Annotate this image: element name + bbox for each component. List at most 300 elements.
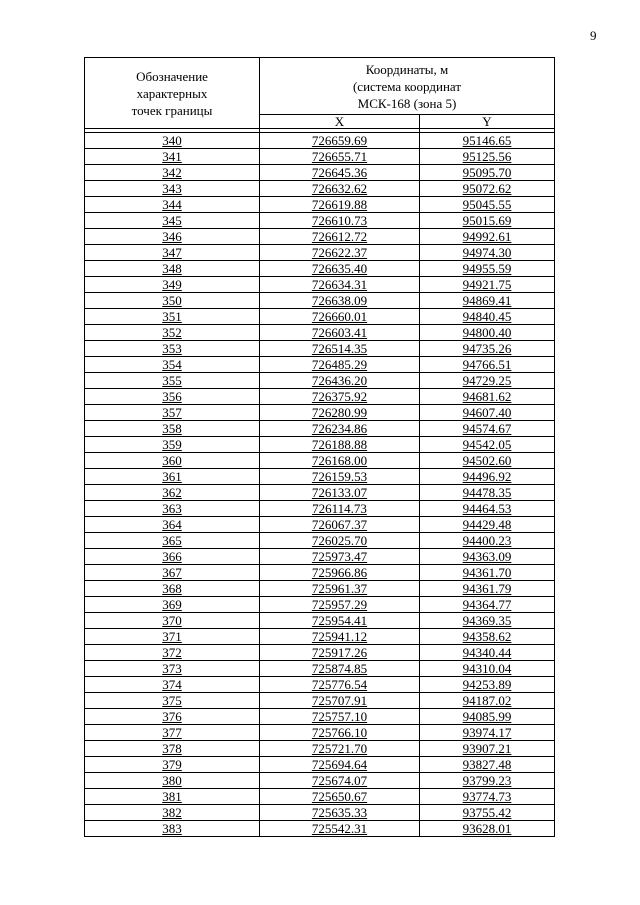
point-number-cell-value: 360: [162, 452, 182, 468]
point-number-cell-value: 373: [162, 660, 182, 676]
y-coordinate-cell-value: 95125.56: [462, 148, 512, 164]
point-number-cell: [85, 437, 260, 453]
point-number-cell: [85, 549, 260, 565]
x-coordinate-cell-value: 726436.20: [311, 372, 368, 388]
point-number-cell-value: 365: [162, 532, 182, 548]
x-coordinate-cell-value: 725542.31: [311, 820, 368, 836]
point-number-cell: [85, 405, 260, 421]
y-coordinate-cell-value: 94955.59: [462, 260, 512, 276]
x-coordinate-cell: [260, 581, 420, 597]
x-coordinate-cell-value: 726234.86: [311, 420, 368, 436]
y-coordinate-cell-value: 93907.21: [462, 740, 512, 756]
x-coordinate-cell: [260, 165, 420, 181]
point-number-cell: [85, 757, 260, 773]
y-coordinate-cell: [420, 693, 555, 709]
point-number-cell-value: 344: [162, 196, 182, 212]
table-row: [85, 165, 555, 181]
y-coordinate-cell-value: 94363.09: [462, 548, 512, 564]
point-number-cell: [85, 149, 260, 165]
y-coordinate-cell-value: 94464.53: [462, 500, 512, 516]
y-coordinate-cell: [420, 405, 555, 421]
y-coordinate-cell-value: 94574.67: [462, 420, 512, 436]
y-coordinate-cell: [420, 789, 555, 805]
x-coordinate-cell: [260, 421, 420, 437]
x-coordinate-cell-value: 725973.47: [311, 548, 368, 564]
y-coordinate-cell: [420, 133, 555, 149]
table-row: [85, 613, 555, 629]
y-coordinate-cell-value: 94681.62: [462, 388, 512, 404]
table-row: [85, 821, 555, 837]
x-coordinate-cell-value: 726619.88: [311, 196, 368, 212]
table-row: [85, 437, 555, 453]
x-coordinate-cell-value: 725674.07: [311, 772, 368, 788]
y-coordinate-cell: [420, 821, 555, 837]
table-row: [85, 693, 555, 709]
x-coordinate-cell: [260, 597, 420, 613]
y-coordinate-cell: [420, 533, 555, 549]
point-number-cell-value: 366: [162, 548, 182, 564]
x-coordinate-cell-value: 726655.71: [311, 148, 368, 164]
point-number-cell: [85, 469, 260, 485]
y-coordinate-cell-value: 93628.01: [462, 820, 512, 836]
point-number-cell: [85, 277, 260, 293]
y-coordinate-cell-value: 94992.61: [462, 228, 512, 244]
y-coordinate-cell-value: 94429.48: [462, 516, 512, 532]
point-number-cell-value: 347: [162, 244, 182, 260]
point-number-cell: [85, 741, 260, 757]
point-number-cell-value: 362: [162, 484, 182, 500]
point-number-cell-value: 349: [162, 276, 182, 292]
point-number-cell: [85, 517, 260, 533]
point-number-cell: [85, 629, 260, 645]
y-coordinate-cell: [420, 597, 555, 613]
y-coordinate-cell-value: 94502.60: [462, 452, 512, 468]
point-number-cell-value: 378: [162, 740, 182, 756]
x-coordinate-cell-value: 726514.35: [311, 340, 368, 356]
x-coordinate-cell: [260, 805, 420, 821]
y-coordinate-cell-value: 93974.17: [462, 724, 512, 740]
x-coordinate-cell-value: 726280.99: [311, 404, 368, 420]
y-coordinate-cell: [420, 165, 555, 181]
table-row: [85, 533, 555, 549]
point-header-line: характерных: [136, 85, 208, 101]
x-coordinate-cell-value: 725966.86: [311, 564, 368, 580]
y-coordinate-cell: [420, 149, 555, 165]
point-number-cell: [85, 501, 260, 517]
y-coordinate-cell: [420, 613, 555, 629]
coordinates-header: [260, 58, 555, 115]
point-header-line: Обозначение: [136, 68, 208, 84]
x-coordinate-cell: [260, 213, 420, 229]
table-row: [85, 389, 555, 405]
y-coordinate-cell-value: 95095.70: [462, 164, 512, 180]
table-row: [85, 453, 555, 469]
x-coordinate-cell: [260, 373, 420, 389]
x-coordinate-cell-value: 726067.37: [311, 516, 368, 532]
table-row: [85, 741, 555, 757]
table-row: [85, 341, 555, 357]
x-coordinate-cell-value: 725776.54: [311, 676, 368, 692]
point-number-cell-value: 383: [162, 820, 182, 836]
y-coordinate-cell-value: 94800.40: [462, 324, 512, 340]
y-coordinate-cell-value: 94766.51: [462, 356, 512, 372]
x-coordinate-cell: [260, 613, 420, 629]
point-number-cell-value: 357: [162, 404, 182, 420]
table-row: [85, 213, 555, 229]
x-coordinate-cell: [260, 709, 420, 725]
y-coordinate-cell-value: 94921.75: [462, 276, 512, 292]
y-coordinate-cell-value: 94400.23: [462, 532, 512, 548]
table-row: [85, 581, 555, 597]
point-number-cell-value: 343: [162, 180, 182, 196]
point-number-cell-value: 367: [162, 564, 182, 580]
x-coordinate-cell-value: 725707.91: [311, 692, 368, 708]
table-row: [85, 597, 555, 613]
y-coordinate-cell-value: 93774.73: [462, 788, 512, 804]
x-coordinate-cell-value: 726610.73: [311, 212, 368, 228]
x-coordinate-cell: [260, 453, 420, 469]
point-number-cell: [85, 821, 260, 837]
coords-header-line: Координаты, м: [365, 61, 449, 77]
y-coordinate-cell-value: 94974.30: [462, 244, 512, 260]
x-coordinate-cell: [260, 245, 420, 261]
y-coordinate-cell-value: 95015.69: [462, 212, 512, 228]
y-coordinate-cell: [420, 581, 555, 597]
point-number-cell-value: 348: [162, 260, 182, 276]
point-number-cell: [85, 357, 260, 373]
y-coordinate-cell: [420, 261, 555, 277]
y-coordinate-cell-value: 94869.41: [462, 292, 512, 308]
table-row: [85, 501, 555, 517]
x-coordinate-cell: [260, 821, 420, 837]
y-coordinate-cell: [420, 357, 555, 373]
x-coordinate-cell-value: 726632.62: [311, 180, 368, 196]
x-coordinate-cell: [260, 757, 420, 773]
point-number-cell-value: 346: [162, 228, 182, 244]
y-coordinate-cell: [420, 389, 555, 405]
y-coordinate-cell: [420, 373, 555, 389]
x-coordinate-cell-value: 726168.00: [311, 452, 368, 468]
y-coordinate-cell: [420, 277, 555, 293]
point-number-cell: [85, 709, 260, 725]
table-row: [85, 277, 555, 293]
y-coordinate-cell-value: 94085.99: [462, 708, 512, 724]
table-row: [85, 229, 555, 245]
x-coordinate-cell: [260, 549, 420, 565]
point-number-cell-value: 382: [162, 804, 182, 820]
point-number-cell-value: 374: [162, 676, 182, 692]
table-row: [85, 805, 555, 821]
y-coordinate-cell: [420, 725, 555, 741]
point-number-cell-value: 368: [162, 580, 182, 596]
x-coordinate-cell: [260, 517, 420, 533]
x-coordinate-cell-value: 726612.72: [311, 228, 368, 244]
point-number-cell-value: 370: [162, 612, 182, 628]
point-number-cell-value: 354: [162, 356, 182, 372]
x-coordinate-cell-value: 725917.26: [311, 644, 368, 660]
table-row: [85, 645, 555, 661]
point-number-cell-value: 371: [162, 628, 182, 644]
y-coordinate-cell-value: 95072.62: [462, 180, 512, 196]
table-row: [85, 773, 555, 789]
y-coordinate-cell: [420, 197, 555, 213]
x-coordinate-cell: [260, 357, 420, 373]
x-coordinate-cell: [260, 533, 420, 549]
point-number-cell: [85, 581, 260, 597]
y-coordinate-cell-value: 95146.65: [462, 132, 512, 148]
x-coordinate-cell: [260, 405, 420, 421]
x-coordinate-cell-value: 725757.10: [311, 708, 368, 724]
point-number-cell: [85, 485, 260, 501]
y-coordinate-cell-value: 94358.62: [462, 628, 512, 644]
y-coordinate-cell-value: 94361.79: [462, 580, 512, 596]
point-number-cell-value: 350: [162, 292, 182, 308]
y-coordinate-cell: [420, 469, 555, 485]
point-number-cell-value: 340: [162, 132, 182, 148]
y-coordinate-cell: [420, 549, 555, 565]
x-coordinate-cell-value: 726659.69: [311, 132, 368, 148]
x-coordinate-cell-value: 726114.73: [312, 500, 367, 516]
x-coordinate-cell: [260, 149, 420, 165]
x-coordinate-cell-value: 725957.29: [311, 596, 368, 612]
point-number-cell-value: 358: [162, 420, 182, 436]
x-coordinate-cell: [260, 661, 420, 677]
y-coordinate-cell: [420, 485, 555, 501]
point-number-cell-value: 355: [162, 372, 182, 388]
y-coordinate-cell-value: 94735.26: [462, 340, 512, 356]
table-row: [85, 661, 555, 677]
y-coordinate-cell: [420, 341, 555, 357]
point-number-cell-value: 356: [162, 388, 182, 404]
point-number-cell-value: 380: [162, 772, 182, 788]
x-coordinate-cell-value: 726622.37: [311, 244, 368, 260]
x-column-header: X: [260, 115, 420, 129]
y-coordinate-cell: [420, 565, 555, 581]
point-number-cell: [85, 789, 260, 805]
table-row: [85, 629, 555, 645]
point-number-cell: [85, 197, 260, 213]
table-body: [85, 133, 555, 837]
x-coordinate-cell: [260, 229, 420, 245]
point-number-cell: [85, 293, 260, 309]
table-row: [85, 373, 555, 389]
point-number-cell: [85, 213, 260, 229]
x-coordinate-cell-value: 726660.01: [311, 308, 368, 324]
x-coordinate-cell-value: 726159.53: [311, 468, 368, 484]
x-coordinate-cell-value: 725721.70: [311, 740, 368, 756]
table-row: [85, 149, 555, 165]
x-coordinate-cell-value: 726635.40: [311, 260, 368, 276]
header-row: [85, 58, 555, 115]
x-coordinate-cell-value: 726603.41: [311, 324, 368, 340]
y-coordinate-cell: [420, 629, 555, 645]
point-number-cell-value: 381: [162, 788, 182, 804]
point-header-line: точек границы: [131, 102, 213, 118]
y-coordinate-cell-value: 94542.05: [462, 436, 512, 452]
point-number-cell: [85, 805, 260, 821]
x-coordinate-cell: [260, 293, 420, 309]
x-coordinate-cell: [260, 741, 420, 757]
y-coordinate-cell-value: 94369.35: [462, 612, 512, 628]
point-number-cell: [85, 693, 260, 709]
x-coordinate-cell: [260, 565, 420, 581]
point-number-cell-value: 353: [162, 340, 182, 356]
point-number-cell: [85, 421, 260, 437]
x-coordinate-cell: [260, 725, 420, 741]
y-coordinate-cell: [420, 709, 555, 725]
point-number-cell: [85, 645, 260, 661]
table-row: [85, 421, 555, 437]
y-coordinate-cell: [420, 645, 555, 661]
y-coordinate-cell: [420, 293, 555, 309]
point-number-cell: [85, 565, 260, 581]
table-row: [85, 709, 555, 725]
y-coordinate-cell: [420, 773, 555, 789]
point-number-cell-value: 369: [162, 596, 182, 612]
point-number-cell: [85, 325, 260, 341]
point-number-cell: [85, 613, 260, 629]
x-coordinate-cell-value: 726485.29: [311, 356, 368, 372]
table-row: [85, 245, 555, 261]
y-coordinate-cell: [420, 453, 555, 469]
x-coordinate-cell: [260, 181, 420, 197]
point-number-cell: [85, 389, 260, 405]
point-number-cell-value: 352: [162, 324, 182, 340]
y-coordinate-cell: [420, 229, 555, 245]
x-coordinate-cell: [260, 677, 420, 693]
point-number-cell: [85, 677, 260, 693]
table-row: [85, 757, 555, 773]
table-row: [85, 181, 555, 197]
x-coordinate-cell-value: 726375.92: [311, 388, 368, 404]
y-coordinate-cell-value: 93799.23: [462, 772, 512, 788]
point-number-cell: [85, 229, 260, 245]
x-coordinate-cell-value: 725635.33: [311, 804, 368, 820]
y-coordinate-cell-value: 94310.04: [462, 660, 512, 676]
point-number-cell: [85, 773, 260, 789]
x-coordinate-cell: [260, 197, 420, 213]
point-number-cell: [85, 533, 260, 549]
y-coordinate-cell: [420, 517, 555, 533]
table-row: [85, 677, 555, 693]
table-row: [85, 325, 555, 341]
y-coordinate-cell: [420, 501, 555, 517]
point-number-cell-value: 364: [162, 516, 182, 532]
table-row: [85, 309, 555, 325]
x-coordinate-cell: [260, 501, 420, 517]
x-coordinate-cell: [260, 789, 420, 805]
y-coordinate-cell: [420, 741, 555, 757]
y-coordinate-cell: [420, 757, 555, 773]
point-number-cell-value: 361: [162, 468, 182, 484]
y-coordinate-cell-value: 94361.70: [462, 564, 512, 580]
y-coordinate-cell-value: 94364.77: [462, 596, 512, 612]
table-row: [85, 261, 555, 277]
point-number-cell-value: 379: [162, 756, 182, 772]
y-coordinate-cell-value: 94478.35: [462, 484, 512, 500]
y-coordinate-cell-value: 94340.44: [462, 644, 512, 660]
x-coordinate-cell-value: 726188.88: [311, 436, 368, 452]
x-coordinate-cell-value: 725874.85: [311, 660, 368, 676]
point-number-cell: [85, 373, 260, 389]
y-coordinate-cell: [420, 181, 555, 197]
table-row: [85, 197, 555, 213]
point-number-cell: [85, 453, 260, 469]
point-number-cell-value: 359: [162, 436, 182, 452]
x-coordinate-cell-value: 726634.31: [311, 276, 368, 292]
x-coordinate-cell-value: 725941.12: [311, 628, 368, 644]
point-designation-header: [85, 58, 260, 129]
x-coordinate-cell-value: 725650.67: [311, 788, 368, 804]
y-coordinate-cell-value: 94496.92: [462, 468, 512, 484]
x-coordinate-cell: [260, 485, 420, 501]
y-coordinate-cell: [420, 245, 555, 261]
table-row: [85, 565, 555, 581]
x-coordinate-cell-value: 725954.41: [311, 612, 368, 628]
x-coordinate-cell: [260, 629, 420, 645]
page-number: 9: [590, 28, 597, 43]
y-coordinate-cell: [420, 805, 555, 821]
y-coordinate-cell: [420, 325, 555, 341]
point-number-cell: [85, 597, 260, 613]
y-coordinate-cell-value: 93827.48: [462, 756, 512, 772]
x-coordinate-cell: [260, 389, 420, 405]
y-coordinate-cell-value: 94840.45: [462, 308, 512, 324]
x-coordinate-cell: [260, 437, 420, 453]
point-number-cell-value: 375: [162, 692, 182, 708]
y-column-header: Y: [420, 115, 555, 129]
point-number-cell: [85, 309, 260, 325]
x-coordinate-cell-value: 726025.70: [311, 532, 368, 548]
point-number-cell: [85, 133, 260, 149]
y-coordinate-cell: [420, 213, 555, 229]
x-coordinate-cell: [260, 261, 420, 277]
point-number-cell: [85, 261, 260, 277]
x-coordinate-cell: [260, 309, 420, 325]
coords-header-line: МСК-168 (зона 5): [357, 95, 457, 111]
point-number-cell-value: 351: [162, 308, 182, 324]
boundary-coordinates-table: [84, 57, 555, 837]
point-number-cell: [85, 245, 260, 261]
x-coordinate-cell: [260, 773, 420, 789]
point-number-cell-value: 341: [162, 148, 182, 164]
y-coordinate-cell-value: 94187.02: [462, 692, 512, 708]
point-number-cell: [85, 725, 260, 741]
point-number-cell: [85, 181, 260, 197]
point-number-cell-value: 342: [162, 164, 182, 180]
y-coordinate-cell-value: 95045.55: [462, 196, 512, 212]
y-coordinate-cell: [420, 677, 555, 693]
point-number-cell-value: 377: [162, 724, 182, 740]
x-coordinate-cell-value: 726638.09: [311, 292, 368, 308]
y-coordinate-cell: [420, 309, 555, 325]
table-row: [85, 293, 555, 309]
point-number-cell: [85, 661, 260, 677]
x-coordinate-cell: [260, 325, 420, 341]
table-row: [85, 357, 555, 373]
x-coordinate-cell: [260, 469, 420, 485]
point-number-cell: [85, 165, 260, 181]
table-row: [85, 133, 555, 149]
y-coordinate-cell-value: 94607.40: [462, 404, 512, 420]
x-coordinate-cell: [260, 645, 420, 661]
x-coordinate-cell-value: 725961.37: [311, 580, 368, 596]
x-coordinate-cell: [260, 277, 420, 293]
point-number-cell-value: 372: [162, 644, 182, 660]
x-coordinate-cell-value: 725694.64: [311, 756, 368, 772]
x-coordinate-cell-value: 726133.07: [311, 484, 368, 500]
x-coordinate-cell: [260, 341, 420, 357]
